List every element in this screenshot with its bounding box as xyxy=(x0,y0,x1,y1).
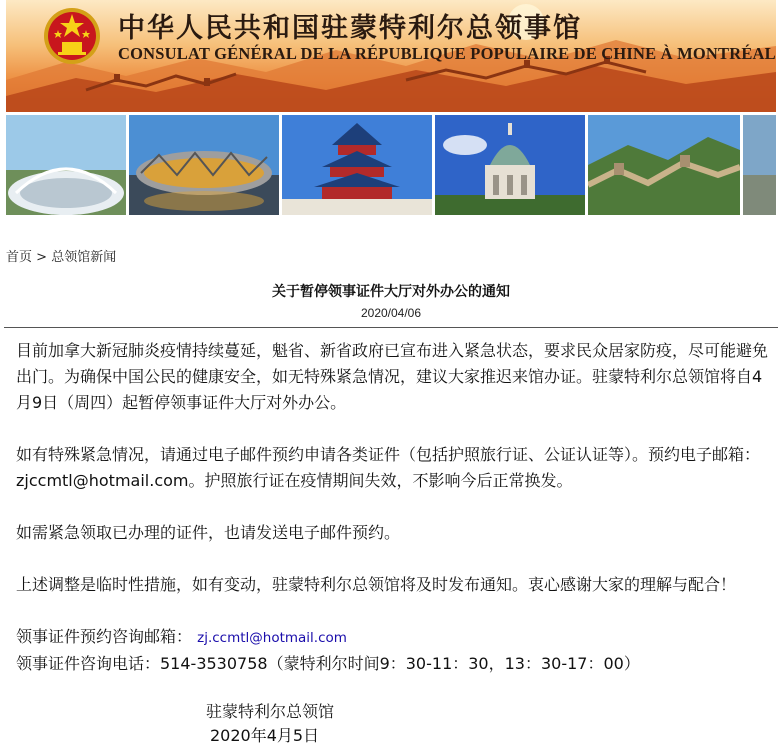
breadcrumb-separator: > xyxy=(36,250,48,265)
article-body xyxy=(16,338,770,677)
article-title: 关于暂停领事证件大厅对外办公的通知 xyxy=(272,284,510,300)
article-paragraph: 如有特殊紧急情况，请通过电子邮件预约申请各类证件（包括护照旅行证、公证认证等）。预约电子邮箱：zjccmtl@hotmail.com。护照旅行证在疫情期间失效，不影响今后正常换发。 xyxy=(16,445,761,490)
contact-email-line xyxy=(16,624,770,651)
landmark-photo-strip xyxy=(6,115,776,215)
partial-photo xyxy=(743,115,776,215)
contact-email-label: 领事证件预约咨询邮箱： xyxy=(16,627,193,646)
site-title-french: CONSULAT GÉNÉRAL DE LA RÉPUBLIQUE POPULAIRE DE CHINE À MONTRÉAL xyxy=(118,44,776,63)
article-paragraph: 目前加拿大新冠肺炎疫情持续蔓延，魁省、新省政府已宣布进入紧急状态，要求民众居家防疫，尽可能避免出门。为确保中国公民的健康安全，如无特殊紧急情况，建议大家推迟来馆办证。驻蒙特利尔总领馆将自4月9日（周四）起暂停领事证件大厅对外办公。 xyxy=(16,341,769,412)
article-paragraph: 如需紧急领取已办理的证件，也请发送电子邮件预约。 xyxy=(16,523,401,542)
bird-nest-stadium-photo xyxy=(129,115,279,215)
contact-phone-line: 领事证件咨询电话：514-3530758（蒙特利尔时间9：30-11：30，13：30-17：00） xyxy=(16,654,640,673)
site-banner xyxy=(6,0,776,112)
breadcrumb-section-link[interactable]: 总领馆新闻 xyxy=(51,250,117,265)
olympic-stadium-photo xyxy=(6,115,126,215)
signature-date: 2020年4月5日 xyxy=(210,726,320,745)
site-title-chinese: 中华人民共和国驻蒙特利尔总领事馆 xyxy=(118,13,582,44)
article-paragraph: 上述调整是临时性措施，如有变动，驻蒙特利尔总领馆将及时发布通知。衷心感谢大家的理解与配合！ xyxy=(16,575,737,594)
temple-of-heaven-photo xyxy=(282,115,432,215)
signature-block xyxy=(206,700,334,747)
breadcrumb-home-link[interactable]: 首页 xyxy=(6,250,33,265)
breadcrumb xyxy=(6,246,116,265)
title-divider xyxy=(4,327,778,328)
article-date: 2020/04/06 xyxy=(360,306,422,320)
contact-email-link[interactable]: zj.ccmtl@hotmail.com xyxy=(197,630,347,646)
signature-name: 驻蒙特利尔总领馆 xyxy=(206,702,335,721)
great-wall-photo xyxy=(588,115,740,215)
national-emblem-icon xyxy=(42,6,102,66)
saint-joseph-oratory-photo xyxy=(435,115,585,215)
